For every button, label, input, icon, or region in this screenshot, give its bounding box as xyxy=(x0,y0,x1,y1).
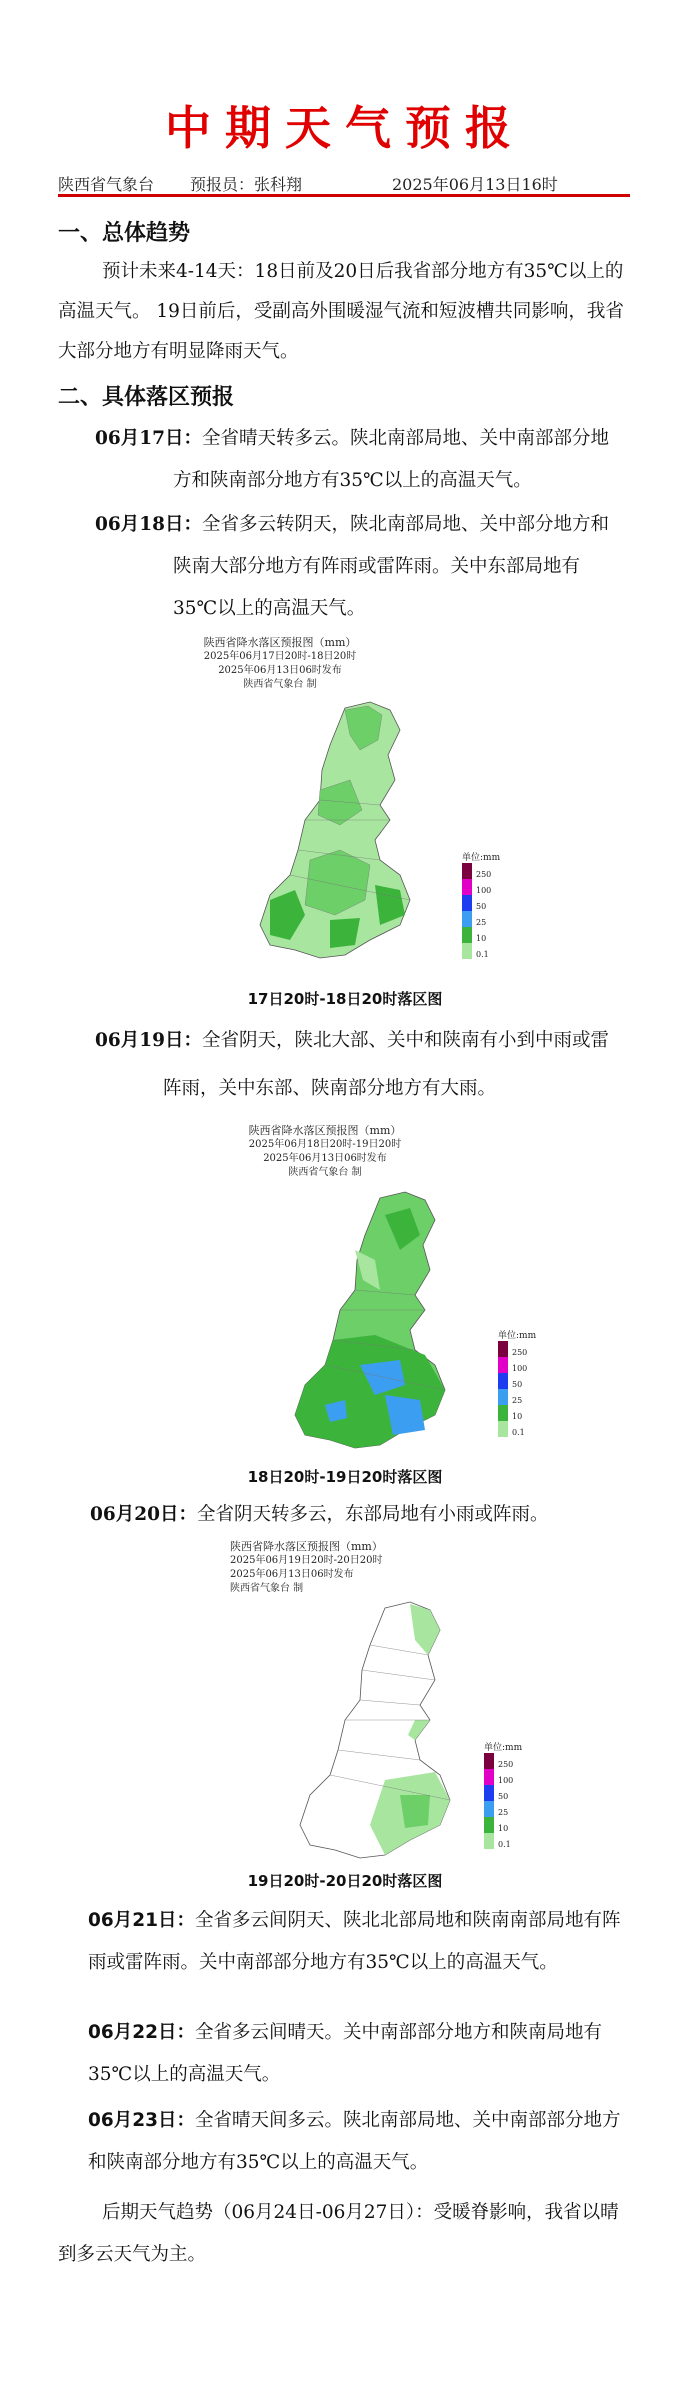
legend-swatch xyxy=(462,927,472,943)
forecaster: 预报员：张科翔 xyxy=(190,175,303,194)
map1-precip-map xyxy=(250,700,440,980)
day-0621-label: 06月21日： xyxy=(88,1910,195,1931)
day-0617-label: 06月17日： xyxy=(95,428,202,449)
map3-header xyxy=(230,1540,450,1596)
day-0622 xyxy=(88,2012,628,2096)
map1-issued: 2025年06月13日06时发布 xyxy=(218,665,342,676)
day-0622-text: 全省多云间晴天。关中南部部分地方和陕南局地有35℃以上的高温天气。 xyxy=(88,2022,603,2085)
day-0619-line2: 阵雨，关中东部、陕南部分地方有大雨。 xyxy=(163,1078,497,1099)
map1-legend-scale xyxy=(462,863,500,959)
map2-header xyxy=(215,1124,435,1180)
map1-period: 2025年06月17日20时-18日20时 xyxy=(203,651,357,662)
legend-swatch xyxy=(462,895,472,911)
legend-label: 0.1 xyxy=(498,1840,511,1849)
legend-label: 50 xyxy=(512,1380,523,1389)
map2-legend xyxy=(498,1328,536,1437)
map2-legend-title: 单位:mm xyxy=(498,1331,537,1341)
day-0623 xyxy=(88,2100,628,2184)
day-0618-line3: 35℃以上的高温天气。 xyxy=(173,598,366,619)
map1-title: 陕西省降水落区预报图（mm） xyxy=(203,636,357,649)
map1-org: 陕西省气象台 制 xyxy=(243,679,317,690)
legend-label: 10 xyxy=(476,934,487,943)
legend-label: 10 xyxy=(498,1824,509,1833)
map3-legend xyxy=(484,1740,522,1849)
day-0617-line1: 全省晴天转多云。陕北南部局地、关中南部部分地 xyxy=(202,428,610,449)
legend-label: 25 xyxy=(512,1396,523,1405)
day-0621 xyxy=(88,1900,628,1984)
legend-label: 100 xyxy=(512,1364,528,1373)
legend-swatch xyxy=(484,1769,494,1785)
section1-text: 预计未来4-14天：18日前及20日后我省部分地方有35℃以上的高温天气。 19日前后，受副高外围暖湿气流和短波槽共同影响，我省大部分地方有明显降雨天气。 xyxy=(58,261,624,362)
day-0619-label: 06月19日： xyxy=(95,1030,202,1051)
day-0620-text: 全省阴天转多云，东部局地有小雨或阵雨。 xyxy=(197,1504,549,1525)
legend-label: 10 xyxy=(512,1412,523,1421)
map3-org: 陕西省气象台 制 xyxy=(230,1583,304,1594)
map2-precip-map xyxy=(285,1190,475,1460)
map3-caption: 19日20时-20日20时落区图 xyxy=(247,1872,443,1890)
day-0621-text: 全省多云间阴天、陕北北部局地和陕南南部局地有阵雨或雷阵雨。关中南部部分地方有35℃以上的高温天气。 xyxy=(88,1910,621,1973)
map2-caption: 18日20时-19日20时落区图 xyxy=(247,1468,443,1486)
legend-swatch xyxy=(484,1833,494,1849)
section1-heading: 一、总体趋势 xyxy=(58,221,191,246)
day-0619-line1: 全省阴天，陕北大部、关中和陕南有小到中雨或雷 xyxy=(202,1030,610,1051)
legend-swatch xyxy=(462,863,472,879)
day-0618-label: 06月18日： xyxy=(95,514,202,535)
legend-label: 0.1 xyxy=(476,950,489,959)
legend-swatch xyxy=(484,1817,494,1833)
map2-legend-scale xyxy=(498,1341,536,1437)
legend-swatch xyxy=(498,1341,508,1357)
map2-title: 陕西省降水落区预报图（mm） xyxy=(248,1124,402,1137)
day-0618-line1: 全省多云转阴天，陕北南部局地、关中部分地方和 xyxy=(202,514,610,535)
legend-label: 50 xyxy=(476,902,487,911)
day-0623-text: 全省晴天间多云。陕北南部局地、关中南部部分地方和陕南部分地方有35℃以上的高温天气。 xyxy=(88,2110,621,2173)
day-0617 xyxy=(95,424,609,450)
legend-swatch xyxy=(484,1785,494,1801)
legend-label: 0.1 xyxy=(512,1428,525,1437)
map1-legend-title: 单位:mm xyxy=(462,853,501,863)
map3-legend-scale xyxy=(484,1753,522,1849)
legend-swatch xyxy=(498,1389,508,1405)
day-0620 xyxy=(90,1500,549,1526)
header-divider xyxy=(58,194,630,197)
day-0618 xyxy=(95,510,609,536)
legend-swatch xyxy=(498,1421,508,1437)
legend-label: 50 xyxy=(498,1792,509,1801)
day-0619 xyxy=(95,1026,609,1052)
outlook: 后期天气趋势（06月24日-06月27日）：受暖脊影响，我省以晴到多云天气为主。 xyxy=(58,2202,619,2265)
map1-legend xyxy=(462,850,500,959)
legend-swatch xyxy=(484,1753,494,1769)
legend-swatch xyxy=(498,1405,508,1421)
map2-org: 陕西省气象台 制 xyxy=(288,1167,362,1178)
map3-title: 陕西省降水落区预报图（mm） xyxy=(230,1540,383,1553)
legend-label: 100 xyxy=(498,1776,514,1785)
section2-heading: 二、具体落区预报 xyxy=(58,385,235,410)
map3-issued: 2025年06月13日06时发布 xyxy=(230,1569,354,1580)
legend-label: 250 xyxy=(498,1760,514,1769)
map3-period: 2025年06月19日20时-20日20时 xyxy=(230,1555,383,1566)
issuer: 陕西省气象台 xyxy=(58,175,155,194)
map2-period: 2025年06月18日20时-19日20时 xyxy=(248,1139,402,1150)
day-0622-label: 06月22日： xyxy=(88,2022,195,2043)
map1-caption: 17日20时-18日20时落区图 xyxy=(247,990,443,1008)
legend-label: 100 xyxy=(476,886,492,895)
legend-swatch xyxy=(462,943,472,959)
legend-label: 25 xyxy=(476,918,487,927)
page-title: 中期天气预报 xyxy=(165,101,525,155)
map2-issued: 2025年06月13日06时发布 xyxy=(263,1153,387,1164)
legend-swatch xyxy=(462,911,472,927)
legend-swatch xyxy=(462,879,472,895)
map3-precip-map xyxy=(290,1600,480,1870)
legend-swatch xyxy=(498,1357,508,1373)
day-0617-line2: 方和陕南部分地方有35℃以上的高温天气。 xyxy=(173,470,532,491)
legend-swatch xyxy=(484,1801,494,1817)
day-0623-label: 06月23日： xyxy=(88,2110,195,2131)
legend-swatch xyxy=(498,1373,508,1389)
map3-legend-title: 单位:mm xyxy=(484,1743,523,1753)
issue-date: 2025年06月13日16时 xyxy=(392,175,558,194)
day-0620-label: 06月20日： xyxy=(90,1504,197,1525)
legend-label: 250 xyxy=(476,870,492,879)
map1-header xyxy=(170,636,390,692)
legend-label: 25 xyxy=(498,1808,509,1817)
day-0618-line2: 陕南大部分地方有阵雨或雷阵雨。关中东部局地有 xyxy=(173,556,581,577)
legend-label: 250 xyxy=(512,1348,528,1357)
